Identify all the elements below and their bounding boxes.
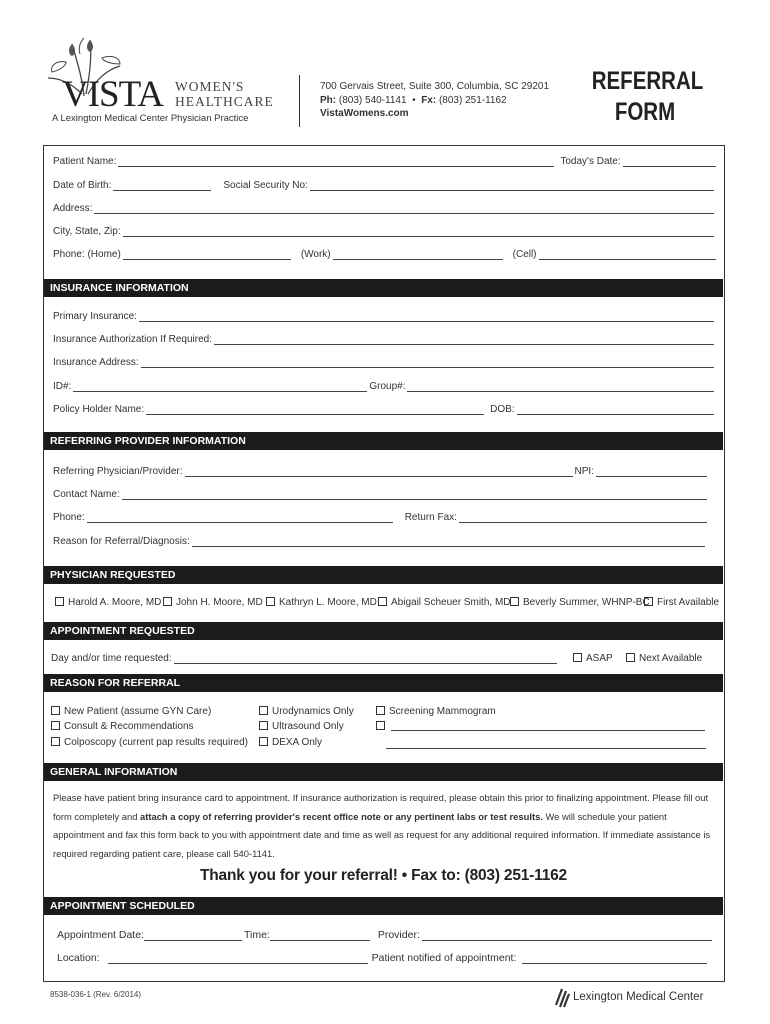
- reason-other-row: [376, 721, 707, 731]
- address-row: Address:: [53, 203, 716, 214]
- phone-work-field[interactable]: [333, 250, 503, 260]
- logo-womens: WOMEN'S: [175, 79, 245, 94]
- physician-option-beverly-summer[interactable]: Beverly Summer, WHNP-BC: [510, 597, 650, 608]
- primary-insurance-row: Primary Insurance:: [53, 311, 716, 322]
- location-row: Location: Patient notified of appointment:: [57, 952, 709, 964]
- provider-phone-row: Phone: Return Fax:: [53, 512, 709, 523]
- group-field[interactable]: [407, 382, 714, 392]
- policy-holder-field[interactable]: [146, 405, 484, 415]
- checkbox-icon: [259, 721, 268, 730]
- lexington-logo: [553, 985, 703, 1009]
- patient-name-field[interactable]: [118, 157, 554, 167]
- reason-diagnosis-row: Reason for Referral/Diagnosis:: [53, 536, 707, 547]
- checkbox-icon: [51, 706, 60, 715]
- reason-ultrasound[interactable]: Ultrasound Only: [259, 721, 344, 732]
- provider-phone-field[interactable]: [87, 513, 393, 523]
- reason-new-patient[interactable]: New Patient (assume GYN Care): [51, 706, 211, 717]
- checkbox-icon: [510, 597, 519, 606]
- appointment-date-row: Appointment Date: Time: Provider:: [57, 929, 714, 941]
- physician-option-abigail-smith[interactable]: Abigail Scheuer Smith, MD: [378, 597, 511, 608]
- clinic-website: VistaWomens.com: [320, 108, 409, 119]
- city-state-zip-field[interactable]: [123, 227, 714, 237]
- checkbox-icon: [259, 737, 268, 746]
- address-field[interactable]: [94, 204, 714, 214]
- checkbox-icon: [626, 653, 635, 662]
- appointment-requested-header: APPOINTMENT REQUESTED: [44, 622, 723, 640]
- appointment-time-field[interactable]: [270, 931, 370, 941]
- general-information-text: Please have patient bring insurance card to appointment. If insurance authorization is required, please obtain this prior to finalizing appointment. Please fill out form completely and attach a copy of referring provider's recent office note or any pertinent labs or test results. We will schedule your patient appointment and fax this form back to you with appointment date and time as well as request for any additional required information. If immediate assistance is required regarding patient care, please call 540-1141.: [53, 792, 711, 859]
- form-title: REFERRAL FORM: [591, 67, 704, 126]
- lexington-wordmark: Lexington Medical Center: [573, 991, 704, 1003]
- checkbox-icon: [573, 653, 582, 662]
- phone-cell-field[interactable]: [539, 250, 716, 260]
- checkbox-icon[interactable]: [376, 721, 385, 730]
- logo-tagline: A Lexington Medical Center Physician Practice: [52, 113, 249, 124]
- todays-date-field[interactable]: [623, 157, 716, 167]
- phone-home-field[interactable]: [123, 250, 291, 260]
- vista-logo: [44, 36, 284, 126]
- contact-block: [320, 80, 549, 121]
- reason-other-field-2[interactable]: [386, 739, 706, 749]
- reason-urodynamics[interactable]: Urodynamics Only: [259, 706, 354, 717]
- physician-option-kathryn-moore[interactable]: Kathryn L. Moore, MD: [266, 597, 377, 608]
- checkbox-icon: [376, 706, 385, 715]
- checkbox-icon: [266, 597, 275, 606]
- physician-requested-header: PHYSICIAN REQUESTED: [44, 566, 723, 584]
- referring-physician-row: Referring Physician/Provider: NPI:: [53, 466, 709, 477]
- phone-row: Phone: (Home) (Work) (Cell): [53, 249, 718, 260]
- referring-physician-field[interactable]: [185, 467, 573, 477]
- appointment-scheduled-header: APPOINTMENT SCHEDULED: [44, 897, 723, 915]
- dob-field[interactable]: [113, 181, 211, 191]
- physician-option-first-available[interactable]: First Available: [644, 597, 719, 608]
- reason-colposcopy[interactable]: Colposcopy (current pap results required): [51, 737, 248, 748]
- day-time-row: Day and/or time requested:: [51, 653, 559, 664]
- checkbox-icon: [51, 721, 60, 730]
- authorization-row: Insurance Authorization If Required:: [53, 334, 716, 345]
- ssn-field[interactable]: [310, 181, 714, 191]
- reason-screening-mammogram[interactable]: Screening Mammogram: [376, 706, 496, 717]
- reason-diagnosis-field[interactable]: [192, 537, 705, 547]
- city-row: City, State, Zip:: [53, 226, 716, 237]
- location-field[interactable]: [108, 954, 368, 964]
- thank-you-message: Thank you for your referral! • Fax to: (803) 251-1162: [200, 867, 567, 884]
- contact-name-row: Contact Name:: [53, 489, 709, 500]
- form-number: 8538-036-1 (Rev. 6/2014): [50, 990, 142, 999]
- referring-provider-header: REFERRING PROVIDER INFORMATION: [44, 432, 723, 450]
- reason-consult[interactable]: Consult & Recommendations: [51, 721, 194, 732]
- lexington-logo-icon: [553, 985, 571, 1009]
- primary-insurance-field[interactable]: [139, 312, 714, 322]
- checkbox-icon: [51, 737, 60, 746]
- logo-healthcare: HEALTHCARE: [175, 94, 274, 109]
- return-fax-field[interactable]: [459, 513, 707, 523]
- checkbox-icon: [644, 597, 653, 606]
- reason-dexa[interactable]: DEXA Only: [259, 737, 322, 748]
- npi-field[interactable]: [596, 467, 707, 477]
- holder-dob-field[interactable]: [517, 405, 714, 415]
- checkbox-icon: [378, 597, 387, 606]
- asap-option[interactable]: ASAP: [573, 653, 613, 664]
- physician-option-john-moore[interactable]: John H. Moore, MD: [163, 597, 263, 608]
- header-divider: [299, 75, 300, 127]
- checkbox-icon: [55, 597, 64, 606]
- insurance-address-field[interactable]: [141, 358, 714, 368]
- physician-option-harold-moore[interactable]: Harold A. Moore, MD: [55, 597, 161, 608]
- next-available-option[interactable]: Next Available: [626, 653, 702, 664]
- clinic-phone-fax: Ph: (803) 540-1141 • Fx: (803) 251-1162: [320, 94, 507, 106]
- general-information-header: GENERAL INFORMATION: [44, 763, 723, 781]
- insurance-address-row: Insurance Address:: [53, 357, 716, 368]
- appointment-provider-field[interactable]: [422, 931, 712, 941]
- dob-row: Date of Birth: Social Security No:: [53, 180, 716, 191]
- authorization-field[interactable]: [214, 335, 714, 345]
- insurance-header: INSURANCE INFORMATION: [44, 279, 723, 297]
- policy-holder-row: Policy Holder Name: DOB:: [53, 404, 716, 415]
- patient-notified-field[interactable]: [522, 954, 707, 964]
- id-group-row: ID#: Group#:: [53, 381, 716, 392]
- clinic-address: 700 Gervais Street, Suite 300, Columbia, SC 29201: [320, 81, 550, 92]
- reason-for-referral-header: REASON FOR REFERRAL: [44, 674, 723, 692]
- patient-name-row: Patient Name: Today's Date:: [53, 156, 718, 167]
- contact-name-field[interactable]: [122, 490, 707, 500]
- id-field[interactable]: [73, 382, 367, 392]
- logo-wordmark: VISTA: [62, 74, 163, 115]
- day-time-field[interactable]: [174, 654, 557, 664]
- checkbox-icon: [259, 706, 268, 715]
- reason-other-field[interactable]: [391, 721, 705, 731]
- appointment-date-field[interactable]: [144, 931, 242, 941]
- checkbox-icon: [163, 597, 172, 606]
